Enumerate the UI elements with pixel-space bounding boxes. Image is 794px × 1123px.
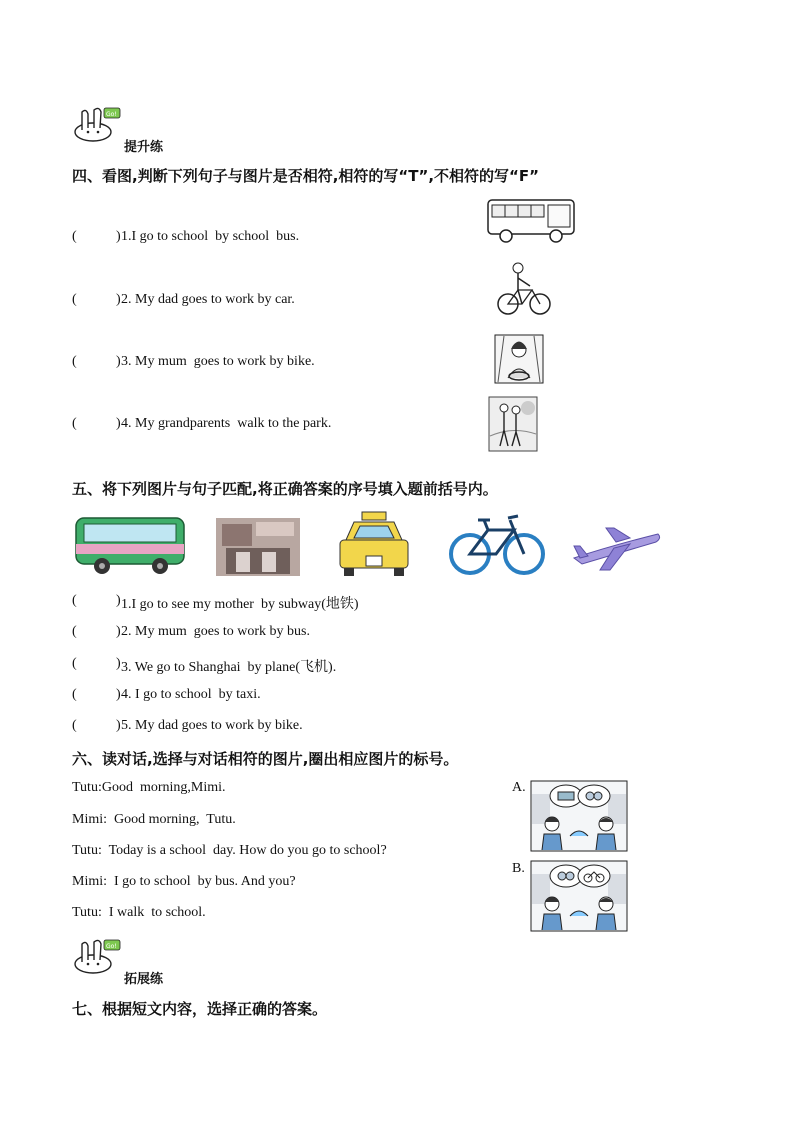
- s5-item-1: 1.I go to see my mother by subway(地铁): [121, 597, 359, 612]
- s5-paren-close-1: ): [116, 593, 121, 608]
- s5-paren-close-3: ): [116, 656, 121, 671]
- section-5-heading: 五、将下列图片与句子匹配,将正确答案的序号填入题前括号内。: [72, 480, 498, 498]
- s4-item-2: 2. My dad goes to work by car.: [121, 292, 295, 307]
- woman-driving-image: [494, 334, 544, 384]
- svg-text:Go!: Go!: [106, 943, 117, 950]
- option-a-picture[interactable]: [530, 780, 628, 852]
- s4-item-4: 4. My grandparents walk to the park.: [121, 416, 332, 431]
- section-7-heading: 七、根据短文内容，选择正确的答案。: [72, 1000, 328, 1018]
- s5-paren-open-3: (: [72, 656, 77, 671]
- svg-text:Go!: Go!: [106, 111, 117, 118]
- dialogue-line-3: Tutu: Today is a school day. How do you go to school?: [72, 843, 387, 858]
- option-a-label[interactable]: A.: [512, 780, 526, 795]
- bus-image: [74, 514, 188, 576]
- school-bus-image: [486, 196, 578, 244]
- taxi-image: [336, 510, 412, 578]
- subway-photo: [216, 518, 300, 576]
- s4-paren-close-4: ): [116, 416, 121, 431]
- s5-paren-open-4: (: [72, 687, 77, 702]
- s5-paren-open-5: (: [72, 718, 77, 733]
- s5-item-3: 3. We go to Shanghai by plane(飞机).: [121, 660, 337, 675]
- dialogue-line-5: Tutu: I walk to school.: [72, 905, 206, 920]
- section-4-heading: 四、看图,判断下列句子与图片是否相符,相符的写“T”,不相符的写“F”: [72, 167, 540, 185]
- s5-paren-open-1: (: [72, 593, 77, 608]
- option-b-label[interactable]: B.: [512, 861, 525, 876]
- s4-paren-close-2: ): [116, 292, 121, 307]
- cyclist-image: [496, 260, 552, 318]
- s5-item-4: 4. I go to school by taxi.: [121, 687, 261, 702]
- airplane-image: [570, 516, 662, 576]
- bicycle-image: [448, 510, 546, 576]
- rabbit-mascot-icon: [74, 106, 122, 144]
- option-b-picture[interactable]: [530, 860, 628, 932]
- s4-paren-close-1: ): [116, 229, 121, 244]
- s4-item-3: 3. My mum goes to work by bike.: [121, 354, 315, 369]
- s4-item-1: 1.I go to school by school bus.: [121, 229, 300, 244]
- s5-paren-close-2: ): [116, 624, 121, 639]
- section-6-heading: 六、读对话,选择与对话相符的图片,圈出相应图片的标号。: [72, 750, 459, 768]
- grandparents-walking-image: [488, 396, 538, 452]
- s5-paren-open-2: (: [72, 624, 77, 639]
- s4-paren-open-2: (: [72, 292, 77, 307]
- s5-paren-close-4: ): [116, 687, 121, 702]
- s5-item-2: 2. My mum goes to work by bus.: [121, 624, 310, 639]
- dialogue-line-2: Mimi: Good morning, Tutu.: [72, 812, 236, 827]
- s4-paren-open-3: (: [72, 354, 77, 369]
- rabbit-mascot-icon-2: [74, 938, 122, 976]
- s4-paren-close-3: ): [116, 354, 121, 369]
- practice-tag: 提升练: [124, 140, 164, 155]
- extend-tag: 拓展练: [124, 972, 164, 987]
- dialogue-line-4: Mimi: I go to school by bus. And you?: [72, 874, 296, 889]
- s5-item-5: 5. My dad goes to work by bike.: [121, 718, 303, 733]
- s5-paren-close-5: ): [116, 718, 121, 733]
- dialogue-line-1: Tutu:Good morning,Mimi.: [72, 780, 226, 795]
- s4-paren-open-4: (: [72, 416, 77, 431]
- s4-paren-open-1: (: [72, 229, 77, 244]
